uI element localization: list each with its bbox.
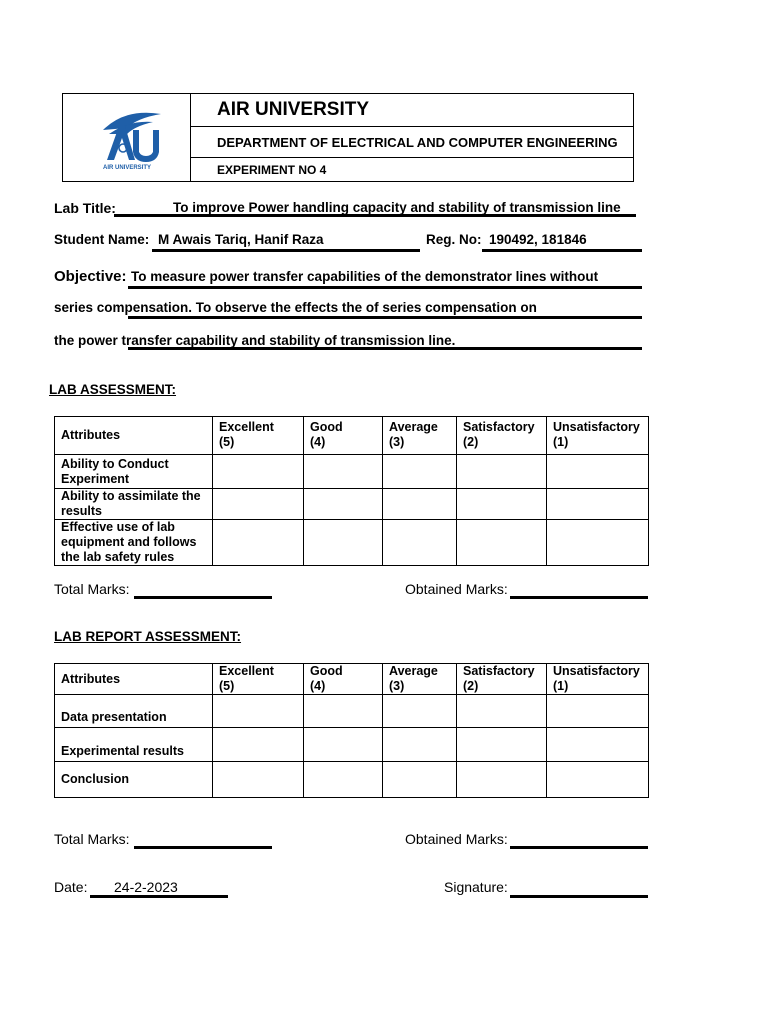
- lab-report-assessment-table: [54, 663, 649, 798]
- total-marks-label: Total Marks:: [54, 581, 130, 597]
- row-attribute: Ability to assimilate the results: [55, 489, 213, 520]
- total-marks-field[interactable]: [134, 596, 272, 599]
- row-attribute: Ability to Conduct Experiment: [55, 455, 213, 489]
- header-excellent: Excellent (5): [213, 417, 304, 455]
- score-cell[interactable]: [457, 762, 547, 798]
- lab-title-value: To improve Power handling capacity and stability of transmission line: [173, 200, 621, 215]
- header-average: Average (3): [383, 664, 457, 695]
- score-cell[interactable]: [213, 489, 304, 520]
- lab-assessment-table: [54, 416, 649, 566]
- score-cell[interactable]: [457, 520, 547, 566]
- table-header-row: [55, 417, 649, 455]
- header-attributes: Attributes: [55, 417, 213, 455]
- score-cell[interactable]: [457, 455, 547, 489]
- score-cell[interactable]: [304, 520, 383, 566]
- score-cell[interactable]: [547, 695, 649, 728]
- lab-report-assessment-title: LAB REPORT ASSESSMENT:: [54, 629, 242, 644]
- header-good: Good (4): [304, 417, 383, 455]
- air-university-logo: [63, 94, 191, 181]
- date-field[interactable]: [90, 895, 228, 898]
- university-name: AIR UNIVERSITY: [217, 99, 370, 120]
- table-row: [55, 728, 649, 762]
- header-unsatisfactory: Unsatisfactory (1): [547, 417, 649, 455]
- date-value: 24-2-2023: [114, 879, 178, 895]
- header-attributes: Attributes: [55, 664, 213, 695]
- report-total-marks-label: Total Marks:: [54, 831, 130, 847]
- score-cell[interactable]: [547, 489, 649, 520]
- table-header-row: [55, 664, 649, 695]
- header-unsatisfactory: Unsatisfactory (1): [547, 664, 649, 695]
- table-row: [55, 695, 649, 728]
- score-cell[interactable]: [304, 455, 383, 489]
- objective-underline-1: [128, 286, 642, 289]
- student-name-label: Student Name:: [54, 232, 150, 247]
- student-name-value: M Awais Tariq, Hanif Raza: [158, 232, 324, 247]
- score-cell[interactable]: [383, 762, 457, 798]
- report-obtained-marks-label: Obtained Marks:: [405, 831, 508, 847]
- student-name-underline: [152, 249, 420, 252]
- score-cell[interactable]: [457, 695, 547, 728]
- report-total-marks-field[interactable]: [134, 846, 272, 849]
- score-cell[interactable]: [457, 728, 547, 762]
- experiment-number: EXPERIMENT NO 4: [191, 157, 633, 181]
- reg-no-value: 190492, 181846: [489, 232, 587, 247]
- score-cell[interactable]: [383, 489, 457, 520]
- objective-underline-2: [128, 316, 642, 319]
- score-cell[interactable]: [383, 520, 457, 566]
- table-row: [55, 762, 649, 798]
- score-cell[interactable]: [213, 762, 304, 798]
- obtained-marks-field[interactable]: [510, 596, 648, 599]
- score-cell[interactable]: [213, 520, 304, 566]
- score-cell[interactable]: [383, 728, 457, 762]
- score-cell[interactable]: [304, 489, 383, 520]
- header-good: Good (4): [304, 664, 383, 695]
- score-cell[interactable]: [383, 695, 457, 728]
- header-satisfactory: Satisfactory (2): [457, 664, 547, 695]
- score-cell[interactable]: [547, 762, 649, 798]
- score-cell[interactable]: [304, 695, 383, 728]
- score-cell[interactable]: [213, 695, 304, 728]
- header-satisfactory: Satisfactory (2): [457, 417, 547, 455]
- reg-no-label: Reg. No:: [426, 232, 482, 247]
- score-cell[interactable]: [547, 455, 649, 489]
- lab-assessment-title: LAB ASSESSMENT:: [49, 382, 177, 397]
- table-row: [55, 455, 649, 489]
- logo-text: AIR UNIVERSITY: [102, 165, 152, 171]
- score-cell[interactable]: [547, 520, 649, 566]
- department-name: DEPARTMENT OF ELECTRICAL AND COMPUTER ENGINEERING: [191, 126, 633, 157]
- table-row: [55, 520, 649, 566]
- logo-cell: [63, 94, 191, 181]
- row-attribute: Data presentation: [55, 695, 213, 728]
- obtained-marks-label: Obtained Marks:: [405, 581, 508, 597]
- objective-line-1: To measure power transfer capabilities of the demonstrator lines without: [131, 269, 599, 284]
- score-cell[interactable]: [213, 728, 304, 762]
- row-attribute: Effective use of lab equipment and follows the lab safety rules: [55, 520, 213, 566]
- score-cell[interactable]: [383, 455, 457, 489]
- score-cell[interactable]: [304, 762, 383, 798]
- objective-line-2: series compensation. To observe the effects the of series compensation on: [54, 300, 537, 315]
- objective-line-3: the power transfer capability and stability of transmission line.: [54, 333, 456, 348]
- objective-label: Objective:: [54, 268, 127, 285]
- score-cell[interactable]: [213, 455, 304, 489]
- row-attribute: Conclusion: [55, 762, 213, 798]
- score-cell[interactable]: [457, 489, 547, 520]
- header-excellent: Excellent (5): [213, 664, 304, 695]
- score-cell[interactable]: [304, 728, 383, 762]
- header-average: Average (3): [383, 417, 457, 455]
- signature-label: Signature:: [444, 879, 508, 895]
- table-row: [55, 489, 649, 520]
- lab-title-underline: [114, 214, 636, 217]
- score-cell[interactable]: [547, 728, 649, 762]
- reg-no-underline: [482, 249, 642, 252]
- date-label: Date:: [54, 879, 88, 895]
- header-box: [62, 93, 634, 182]
- report-obtained-marks-field[interactable]: [510, 846, 648, 849]
- signature-field[interactable]: [510, 895, 648, 898]
- objective-underline-3: [128, 347, 642, 350]
- row-attribute: Experimental results: [55, 728, 213, 762]
- lab-title-label: Lab Title:: [54, 200, 116, 216]
